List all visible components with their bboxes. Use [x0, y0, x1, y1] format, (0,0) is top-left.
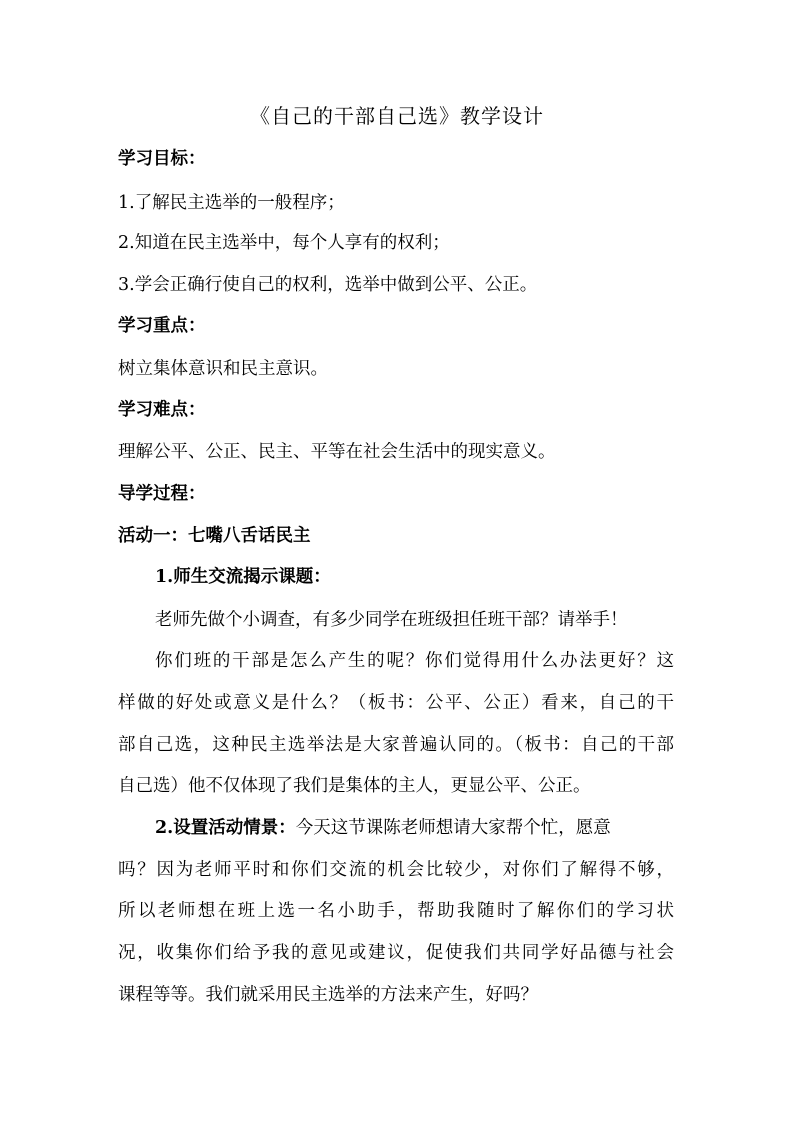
- step2-line: 所以老师想在班上选一名小助手，帮助我随时了解你们的学习状: [118, 901, 674, 921]
- step2-paragraph-start: [155, 815, 725, 841]
- step1-line: 自己选）他不仅体现了我们是集体的主人，更显公平、公正。: [118, 776, 591, 796]
- process-heading: 导学过程：: [118, 484, 206, 504]
- step1-line: 你们班的干部是怎么产生的呢？你们觉得用什么办法更好？这: [155, 651, 674, 671]
- step2-first-text: 今天这节课陈老师想请大家帮个忙，愿意: [295, 818, 611, 838]
- step2-label: 2.设置活动情景：: [155, 818, 296, 838]
- goal-item: 3.学会正确行使自己的权利，选举中做到公平、公正。: [118, 275, 538, 295]
- step2-line: 况，收集你们给予我的意见或建议，促使我们共同学好品德与社会: [118, 943, 674, 963]
- difficulty-heading: 学习难点：: [118, 400, 206, 420]
- focus-heading: 学习重点：: [118, 316, 206, 336]
- step1-line: 部自己选，这种民主选举法是大家普遍认同的。（板书：自己的干部: [118, 735, 674, 755]
- step2-line: 课程等等。我们就采用民主选举的方法来产生，好吗？: [118, 985, 538, 1005]
- step1-line: 老师先做个小调查，有多少同学在班级担任班干部？请举手！: [155, 610, 628, 630]
- goal-item: 1.了解民主选举的一般程序；: [118, 193, 345, 213]
- focus-text: 树立集体意识和民主意识。: [118, 359, 328, 379]
- step2-line: 吗？因为老师平时和你们交流的机会比较少，对你们了解得不够，: [118, 860, 674, 880]
- step1-line: 样做的好处或意义是什么？（板书：公平、公正）看来，自己的干: [118, 693, 674, 713]
- step1-heading: 1.师生交流揭示课题：: [155, 567, 331, 587]
- goal-item: 2.知道在民主选举中，每个人享有的权利；: [118, 233, 450, 253]
- activity-heading: 活动一：七嘴八舌话民主: [118, 526, 311, 546]
- goals-heading: 学习目标：: [118, 149, 206, 169]
- difficulty-text: 理解公平、公正、民主、平等在社会生活中的现实意义。: [118, 442, 556, 462]
- document-title: 《自己的干部自己选》教学设计: [250, 104, 544, 128]
